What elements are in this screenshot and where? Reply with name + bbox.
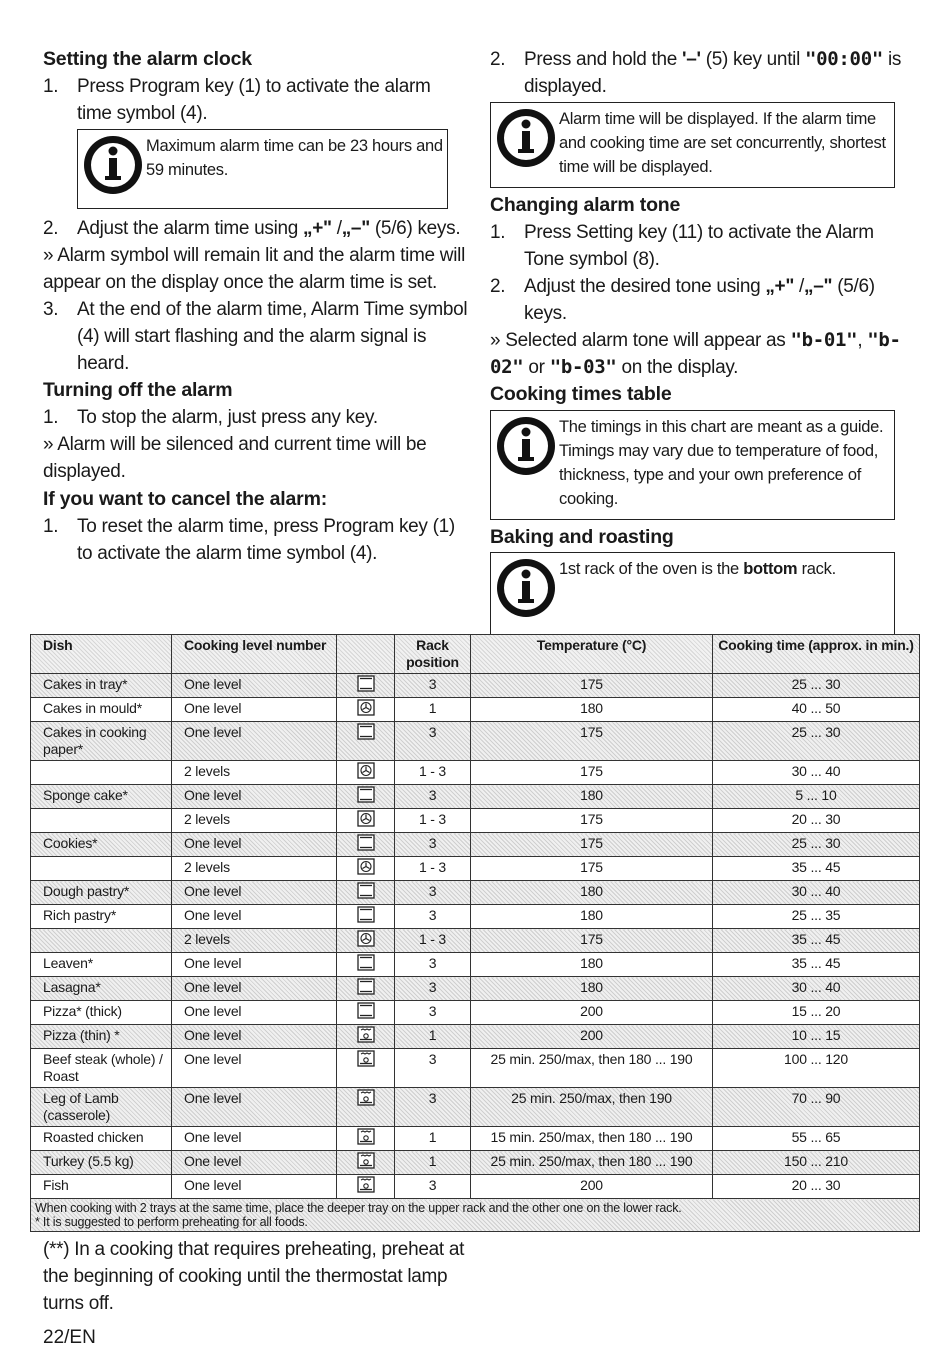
cell-temperature: 200 (471, 1001, 713, 1025)
cell-time: 30 ... 40 (713, 881, 920, 905)
setting-alarm-title: Setting the alarm clock (43, 48, 252, 70)
info-note-timings (490, 410, 895, 520)
cell-mode (337, 953, 395, 977)
cell-dish: Pizza (thin) * (31, 1025, 172, 1049)
cell-mode (337, 833, 395, 857)
cell-mode (337, 929, 395, 953)
cell-temperature: 200 (471, 1175, 713, 1199)
table-row (31, 953, 920, 977)
table-row (31, 881, 920, 905)
preheat-note: (**) In a cooking that requires preheating, preheat at the beginning of cooking until the thermostat lamp turns off. (43, 1239, 465, 1314)
step-2: 2. Adjust the alarm time using „+" /„–" (5/6) keys. (43, 218, 461, 239)
cell-level: One level (172, 977, 337, 1001)
grill-fan-icon (357, 1132, 375, 1148)
cell-temperature: 175 (471, 833, 713, 857)
cell-rack: 1 (395, 1127, 471, 1151)
cell-time: 55 ... 65 (713, 1127, 920, 1151)
cell-temperature: 175 (471, 722, 713, 761)
grill-fan-icon (357, 1156, 375, 1172)
cell-level: One level (172, 785, 337, 809)
cell-rack: 3 (395, 1001, 471, 1025)
table-row (31, 1001, 920, 1025)
tone-step-2: 2. Adjust the desired tone using „+" /„–" (5/6) keys. (490, 276, 875, 324)
cell-temperature: 180 (471, 953, 713, 977)
cell-time: 20 ... 30 (713, 809, 920, 833)
note-text: Maximum alarm time can be 23 hours and 59 minutes. (146, 137, 443, 179)
cell-mode (337, 722, 395, 761)
table-row (31, 809, 920, 833)
static-heat-icon (357, 727, 375, 743)
cell-level: One level (172, 1151, 337, 1175)
header-dish: Dish (31, 635, 172, 674)
cell-level: One level (172, 881, 337, 905)
cell-rack: 1 (395, 698, 471, 722)
cell-rack: 1 (395, 1151, 471, 1175)
cell-time: 25 ... 30 (713, 674, 920, 698)
cell-level: One level (172, 1088, 337, 1127)
cancel-alarm-title: If you want to cancel the alarm: (43, 488, 327, 510)
header-level: Cooking level number (172, 635, 337, 674)
cell-dish: Beef steak (whole) / Roast (31, 1049, 172, 1088)
cooking-times-table (30, 634, 920, 1232)
cell-level: 2 levels (172, 809, 337, 833)
static-heat-icon (357, 958, 375, 974)
footnote-preheat: * It is suggested to perform preheating for all foods. (35, 1215, 308, 1229)
cell-time: 20 ... 30 (713, 1175, 920, 1199)
static-heat-icon (357, 790, 375, 806)
cell-time: 25 ... 30 (713, 833, 920, 857)
cell-level: One level (172, 722, 337, 761)
left-column (43, 46, 468, 567)
info-icon (495, 557, 557, 619)
table-row (31, 761, 920, 785)
static-heat-icon (357, 679, 375, 695)
cell-rack: 3 (395, 833, 471, 857)
page-number: 22/EN (43, 1327, 96, 1348)
cell-dish (31, 857, 172, 881)
cell-level: One level (172, 1127, 337, 1151)
cell-dish: Rich pastry* (31, 905, 172, 929)
cell-mode (337, 809, 395, 833)
cell-level: One level (172, 1175, 337, 1199)
header-rack: Rack position (395, 635, 471, 674)
grill-fan-icon (357, 1180, 375, 1196)
cell-temperature: 175 (471, 674, 713, 698)
cell-mode (337, 698, 395, 722)
cell-level: 2 levels (172, 857, 337, 881)
cell-dish: Leaven* (31, 953, 172, 977)
plus-key: „+" (303, 218, 332, 239)
cell-rack: 3 (395, 881, 471, 905)
table-row (31, 1025, 920, 1049)
cell-mode (337, 1151, 395, 1175)
cell-level: One level (172, 698, 337, 722)
cell-time: 150 ... 210 (713, 1151, 920, 1175)
grill-fan-icon (357, 1054, 375, 1070)
cell-mode (337, 785, 395, 809)
cell-rack: 3 (395, 905, 471, 929)
table-row (31, 1088, 920, 1127)
cell-rack: 3 (395, 674, 471, 698)
cell-temperature: 175 (471, 857, 713, 881)
info-note-rack (490, 552, 895, 635)
fan-heat-icon (357, 814, 375, 830)
cell-temperature: 175 (471, 761, 713, 785)
cell-rack: 1 - 3 (395, 857, 471, 881)
cell-level: One level (172, 905, 337, 929)
table-row (31, 1175, 920, 1199)
grill-fan-icon (357, 1093, 375, 1109)
cell-time: 35 ... 45 (713, 953, 920, 977)
cell-level: One level (172, 833, 337, 857)
cell-level: One level (172, 1001, 337, 1025)
cell-time: 15 ... 20 (713, 1001, 920, 1025)
info-icon (495, 415, 557, 477)
cell-time: 30 ... 40 (713, 761, 920, 785)
cell-dish (31, 809, 172, 833)
table-row (31, 1151, 920, 1175)
cell-mode (337, 857, 395, 881)
cell-mode (337, 674, 395, 698)
cell-temperature: 180 (471, 905, 713, 929)
cell-level: One level (172, 1049, 337, 1088)
cell-rack: 3 (395, 1088, 471, 1127)
info-icon (82, 134, 144, 196)
cell-rack: 1 - 3 (395, 809, 471, 833)
step-3: 3. At the end of the alarm time, Alarm Time symbol (4) will start flashing and the alarm signal is heard. (43, 299, 468, 374)
minus-key: „–" (341, 218, 370, 239)
table-row (31, 1127, 920, 1151)
info-icon (495, 107, 557, 169)
cell-temperature: 180 (471, 881, 713, 905)
static-heat-icon (357, 838, 375, 854)
cell-mode (337, 881, 395, 905)
cell-temperature: 180 (471, 977, 713, 1001)
cell-time: 70 ... 90 (713, 1088, 920, 1127)
static-heat-icon (357, 1006, 375, 1022)
cell-level: One level (172, 674, 337, 698)
cell-level: 2 levels (172, 761, 337, 785)
cell-mode (337, 1049, 395, 1088)
footnote-trays: When cooking with 2 trays at the same time, place the deeper tray on the upper rack and the other one on the lower rack. (35, 1201, 682, 1215)
cell-time: 35 ... 45 (713, 929, 920, 953)
tone-paragraph: » Selected alarm tone will appear as "b-01", "b-02" or "b-03" on the display. (490, 329, 901, 378)
cell-temperature: 180 (471, 698, 713, 722)
alarm-symbol-paragraph: » Alarm symbol will remain lit and the alarm time will appear on the display once the alarm time is set. (43, 245, 465, 293)
cell-rack: 3 (395, 977, 471, 1001)
cell-level: One level (172, 1025, 337, 1049)
cell-dish: Cakes in tray* (31, 674, 172, 698)
cell-level: 2 levels (172, 929, 337, 953)
header-temperature: Temperature (°C) (471, 635, 713, 674)
cell-rack: 1 (395, 1025, 471, 1049)
table-row (31, 674, 920, 698)
fan-heat-icon (357, 766, 375, 782)
grill-fan-icon (357, 1030, 375, 1046)
note-text: 1st rack of the oven is the bottom rack. (559, 560, 836, 578)
cell-rack: 3 (395, 1175, 471, 1199)
static-heat-icon (357, 910, 375, 926)
turnoff-step-1: 1. To stop the alarm, just press any key. (43, 407, 378, 428)
cell-time: 30 ... 40 (713, 977, 920, 1001)
cell-dish: Lasagna* (31, 977, 172, 1001)
table-header-row (31, 635, 920, 674)
table-row (31, 929, 920, 953)
cell-time: 40 ... 50 (713, 698, 920, 722)
table-row (31, 722, 920, 761)
info-note-alarm-display (490, 102, 895, 188)
table-footnotes (31, 1199, 920, 1232)
cell-mode (337, 977, 395, 1001)
cell-dish: Leg of Lamb (casserole) (31, 1088, 172, 1127)
note-text: Alarm time will be displayed. If the alarm time and cooking time are set concurrently, shortest time will be displayed. (559, 110, 886, 176)
cell-dish: Dough pastry* (31, 881, 172, 905)
turning-off-title: Turning off the alarm (43, 379, 233, 401)
cell-dish: Pizza* (thick) (31, 1001, 172, 1025)
reset-step-2: 2. Press and hold the '–' (5) key until "00:00" is displayed. (490, 48, 902, 97)
cell-dish (31, 929, 172, 953)
cell-time: 10 ... 15 (713, 1025, 920, 1049)
right-column (490, 46, 910, 635)
cell-rack: 3 (395, 953, 471, 977)
cell-dish (31, 761, 172, 785)
table-row (31, 1049, 920, 1088)
table-body (31, 674, 920, 1199)
cooking-times-title: Cooking times table (490, 383, 672, 405)
static-heat-icon (357, 982, 375, 998)
table-row (31, 785, 920, 809)
cell-rack: 3 (395, 722, 471, 761)
cell-dish: Sponge cake* (31, 785, 172, 809)
table-row (31, 977, 920, 1001)
cell-dish: Cakes in mould* (31, 698, 172, 722)
cell-rack: 1 - 3 (395, 761, 471, 785)
cell-mode (337, 905, 395, 929)
cell-rack: 3 (395, 1049, 471, 1088)
fan-heat-icon (357, 862, 375, 878)
cell-mode (337, 1088, 395, 1127)
tone-step-1: 1. Press Setting key (11) to activate the Alarm Tone symbol (8). (490, 222, 874, 270)
table-footnote-row (31, 1199, 920, 1232)
cell-dish: Cookies* (31, 833, 172, 857)
cell-temperature: 175 (471, 809, 713, 833)
cell-time: 25 ... 30 (713, 722, 920, 761)
cell-temperature: 200 (471, 1025, 713, 1049)
cancel-step-1: 1. To reset the alarm time, press Program key (1) to activate the alarm time symbol (4). (43, 516, 455, 564)
info-note-max-alarm (77, 129, 448, 209)
table-row (31, 905, 920, 929)
cell-temperature: 25 min. 250/max, then 180 ... 190 (471, 1151, 713, 1175)
cell-temperature: 180 (471, 785, 713, 809)
cell-mode (337, 761, 395, 785)
cell-time: 25 ... 35 (713, 905, 920, 929)
cell-dish: Cakes in cooking paper* (31, 722, 172, 761)
cell-dish: Fish (31, 1175, 172, 1199)
cell-mode (337, 1001, 395, 1025)
cell-time: 35 ... 45 (713, 857, 920, 881)
table-row (31, 857, 920, 881)
cell-temperature: 15 min. 250/max, then 180 ... 190 (471, 1127, 713, 1151)
baking-roasting-title: Baking and roasting (490, 526, 674, 548)
step-1: 1. Press Program key (1) to activate the alarm time symbol (4). (43, 76, 431, 124)
cell-rack: 1 - 3 (395, 929, 471, 953)
static-heat-icon (357, 886, 375, 902)
cell-time: 100 ... 120 (713, 1049, 920, 1088)
cell-temperature: 25 min. 250/max, then 180 ... 190 (471, 1049, 713, 1088)
note-text: The timings in this chart are meant as a guide. Timings may vary due to temperature of food, thickness, type and your own preference of cooking. (559, 418, 884, 508)
table-row (31, 833, 920, 857)
header-mode (337, 635, 395, 674)
table-row (31, 698, 920, 722)
cell-rack: 3 (395, 785, 471, 809)
cell-time: 5 ... 10 (713, 785, 920, 809)
changing-tone-title: Changing alarm tone (490, 194, 681, 216)
silenced-paragraph: » Alarm will be silenced and current time will be displayed. (43, 434, 427, 482)
cell-temperature: 25 min. 250/max, then 190 (471, 1088, 713, 1127)
header-time: Cooking time (approx. in min.) (713, 635, 920, 674)
fan-heat-icon (357, 703, 375, 719)
cell-mode (337, 1025, 395, 1049)
fan-heat-icon (357, 934, 375, 950)
cell-dish: Roasted chicken (31, 1127, 172, 1151)
cell-temperature: 175 (471, 929, 713, 953)
cell-mode (337, 1127, 395, 1151)
cell-level: One level (172, 953, 337, 977)
cell-dish: Turkey (5.5 kg) (31, 1151, 172, 1175)
cell-mode (337, 1175, 395, 1199)
